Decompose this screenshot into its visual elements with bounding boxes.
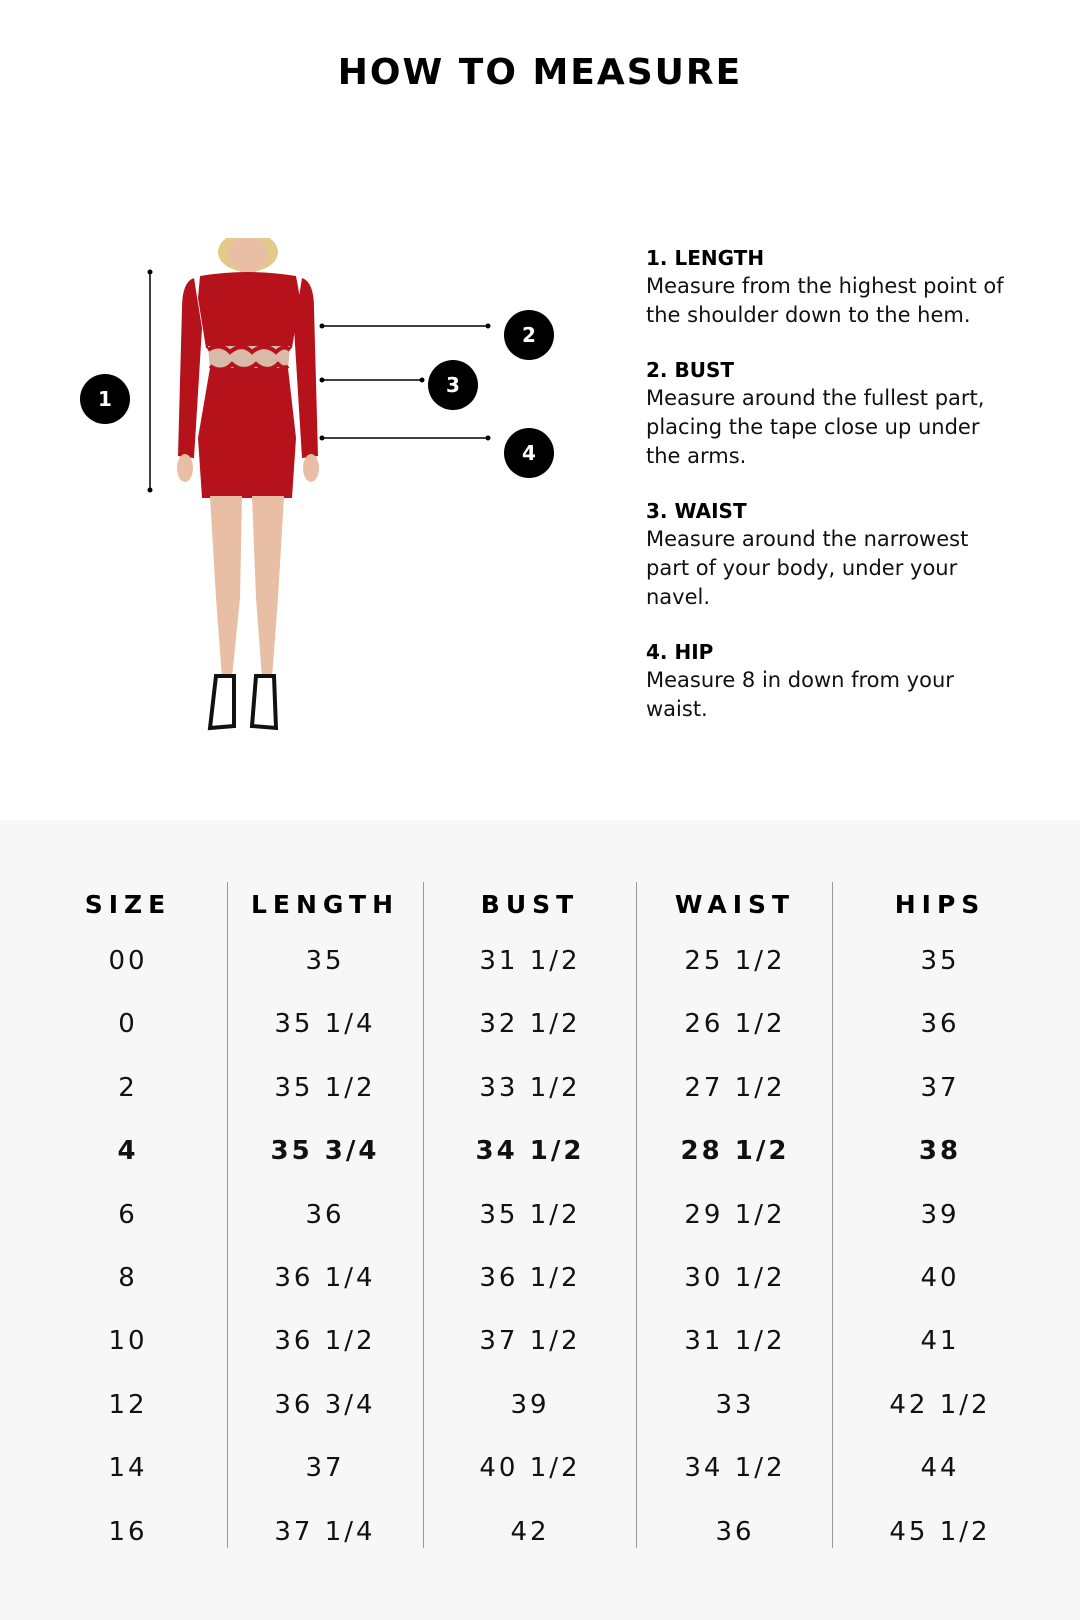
column-waist bbox=[635, 880, 835, 1564]
marker-hip: 4 bbox=[504, 428, 554, 478]
column-header-hips: HIPS bbox=[894, 890, 986, 919]
marker-length: 1 bbox=[80, 374, 130, 424]
table-cell: 00 bbox=[108, 946, 148, 976]
column-header-size: SIZE bbox=[84, 890, 172, 919]
instruction-bust bbox=[646, 356, 1006, 471]
table-cell: 36 3/4 bbox=[274, 1389, 376, 1420]
table-cell: 36 bbox=[715, 1516, 755, 1547]
table-cell: 44 bbox=[920, 1453, 960, 1484]
instruction-title: 3. WAIST bbox=[646, 499, 747, 523]
table-cell: 0 bbox=[118, 1009, 138, 1040]
column-divider bbox=[423, 882, 424, 1548]
column-header-length: LENGTH bbox=[251, 890, 399, 919]
table-cell: 34 1/2 bbox=[684, 1453, 786, 1484]
table-cell: 35 1/4 bbox=[274, 1009, 376, 1040]
table-cell: 37 bbox=[305, 1453, 345, 1484]
measurement-diagram bbox=[70, 238, 590, 768]
instruction-title: 4. HIP bbox=[646, 640, 714, 664]
table-cell: 26 1/2 bbox=[684, 1009, 786, 1040]
table-cell: 16 bbox=[108, 1516, 148, 1547]
instruction-text: Measure from the highest point of the shoulder down to the hem. bbox=[646, 274, 1004, 327]
instruction-hip bbox=[646, 638, 1006, 724]
table-cell: 34 1/2 bbox=[475, 1136, 585, 1167]
instruction-waist bbox=[646, 497, 1006, 612]
table-cell: 38 bbox=[918, 1136, 962, 1167]
table-cell: 33 bbox=[715, 1389, 755, 1420]
table-cell: 28 1/2 bbox=[680, 1136, 790, 1167]
table-cell: 37 1/4 bbox=[274, 1516, 376, 1547]
column-bust bbox=[430, 880, 630, 1564]
table-cell: 37 bbox=[920, 1072, 960, 1103]
table-cell: 29 1/2 bbox=[684, 1199, 786, 1230]
table-cell: 33 1/2 bbox=[479, 1072, 581, 1103]
table-cell: 37 1/2 bbox=[479, 1326, 581, 1357]
table-cell: 36 1/2 bbox=[479, 1262, 581, 1293]
table-cell: 42 bbox=[510, 1516, 550, 1547]
table-cell: 45 1/2 bbox=[889, 1516, 991, 1547]
table-cell: 36 1/4 bbox=[274, 1262, 376, 1293]
table-cell: 36 bbox=[305, 1199, 345, 1230]
table-cell: 2 bbox=[118, 1072, 138, 1103]
table-cell: 4 bbox=[117, 1136, 139, 1167]
measurement-instructions bbox=[646, 244, 1006, 750]
instruction-text: Measure around the narrowest part of your body, under your navel. bbox=[646, 527, 969, 609]
table-cell: 35 3/4 bbox=[270, 1136, 380, 1167]
table-cell: 41 bbox=[920, 1326, 960, 1357]
table-cell: 36 1/2 bbox=[274, 1326, 376, 1357]
marker-bust: 2 bbox=[504, 310, 554, 360]
table-cell: 27 1/2 bbox=[684, 1072, 786, 1103]
table-cell: 30 1/2 bbox=[684, 1262, 786, 1293]
table-cell: 25 1/2 bbox=[684, 946, 786, 976]
table-cell: 31 1/2 bbox=[684, 1326, 786, 1357]
table-cell: 32 1/2 bbox=[479, 1009, 581, 1040]
table-cell: 12 bbox=[108, 1389, 148, 1420]
instruction-title: 1. LENGTH bbox=[646, 246, 765, 270]
column-header-bust: BUST bbox=[480, 890, 580, 919]
table-cell: 10 bbox=[108, 1326, 148, 1357]
table-cell: 14 bbox=[108, 1453, 148, 1484]
marker-waist: 3 bbox=[428, 360, 478, 410]
instruction-title: 2. BUST bbox=[646, 358, 735, 382]
column-length bbox=[230, 880, 420, 1564]
instruction-text: Measure around the fullest part, placing the tape close up under the arms. bbox=[646, 386, 985, 468]
size-chart-table bbox=[0, 820, 1080, 1620]
table-cell: 40 1/2 bbox=[479, 1453, 581, 1484]
table-cell: 39 bbox=[510, 1389, 550, 1420]
table-cell: 35 1/2 bbox=[479, 1199, 581, 1230]
table-cell: 36 bbox=[920, 1009, 960, 1040]
table-cell: 39 bbox=[920, 1199, 960, 1230]
table-cell: 8 bbox=[118, 1262, 138, 1293]
table-cell: 35 bbox=[305, 946, 345, 976]
table-cell: 31 1/2 bbox=[479, 946, 581, 976]
table-cell: 40 bbox=[920, 1262, 960, 1293]
table-cell: 42 1/2 bbox=[889, 1389, 991, 1420]
column-hips bbox=[840, 880, 1040, 1564]
instruction-length bbox=[646, 244, 1006, 330]
page-title: HOW TO MEASURE bbox=[337, 52, 743, 93]
table-cell: 35 bbox=[920, 946, 960, 976]
table-cell: 35 1/2 bbox=[274, 1072, 376, 1103]
table-cell: 6 bbox=[118, 1199, 138, 1230]
instruction-text: Measure 8 in down from your waist. bbox=[646, 668, 954, 721]
column-header-waist: WAIST bbox=[674, 890, 796, 919]
column-size bbox=[28, 880, 228, 1564]
